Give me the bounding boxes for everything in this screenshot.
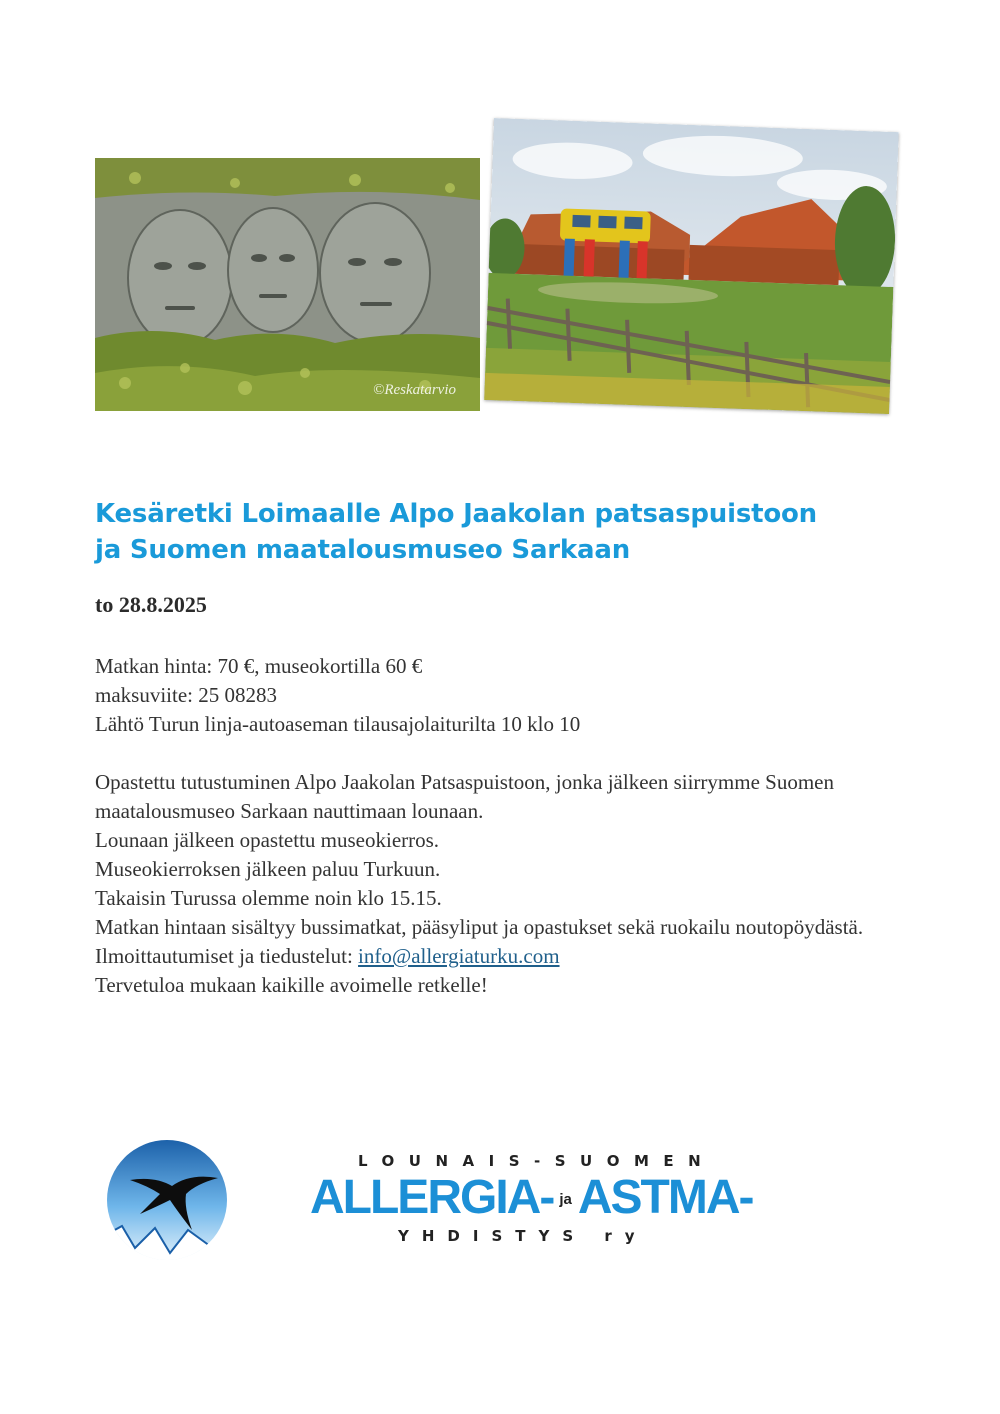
stone-faces-photo — [95, 158, 480, 411]
organization-logo — [310, 1152, 790, 1252]
org-name-top: LOUNAIS-SUOMEN — [358, 1152, 716, 1170]
org-word-allergia: ALLERGIA- — [310, 1171, 554, 1224]
contact-line — [95, 942, 895, 971]
departure-line: Lähtö Turun linja-autoaseman tilausajolaiturilta 10 klo 10 — [95, 712, 581, 736]
description-line: Takaisin Turussa olemme noin klo 15.15. — [95, 886, 442, 910]
price-line: Matkan hinta: 70 €, museokortilla 60 € — [95, 654, 423, 678]
photo-watermark: ©Reskatarvio — [372, 382, 456, 398]
description-line: Lounaan jälkeen opastettu museokierros. — [95, 828, 440, 852]
contact-label: Ilmoittautumiset ja tiedustelut: — [95, 944, 353, 968]
contact-email-link[interactable]: info@allergiaturku.com — [358, 944, 560, 968]
event-title-line-2: ja Suomen maatalousmuseo Sarkaan — [95, 535, 631, 565]
org-word-ja: ja — [559, 1191, 572, 1209]
event-title — [95, 496, 915, 568]
reference-line: maksuviite: 25 08283 — [95, 683, 277, 707]
description-line: Opastettu tutustuminen Alpo Jaakolan Patsaspuistoon, jonka jälkeen siirrymme Suomen maatalousmuseo Sarkaan nauttimaan lounaan. — [95, 770, 834, 823]
event-date: to 28.8.2025 — [95, 592, 207, 617]
trip-description — [95, 768, 895, 1000]
description-line: Matkan hintaan sisältyy bussimatkat, pääsyliput ja opastukset sekä ruokailu noutopöydästä. — [95, 915, 864, 939]
museum-sculpture-photo — [484, 118, 899, 414]
org-word-astma: ASTMA- — [577, 1171, 753, 1224]
org-name-main — [310, 1172, 752, 1226]
swallow-logo-icon — [100, 1138, 235, 1263]
trip-details — [95, 652, 895, 739]
event-title-line-1: Kesäretki Loimaalle Alpo Jaakolan patsaspuistoon — [95, 499, 817, 529]
org-name-bottom: YHDISTYS ry — [398, 1227, 648, 1245]
description-line: Museokierroksen jälkeen paluu Turkuun. — [95, 857, 441, 881]
closing-line: Tervetuloa mukaan kaikille avoimelle retkelle! — [95, 973, 488, 997]
